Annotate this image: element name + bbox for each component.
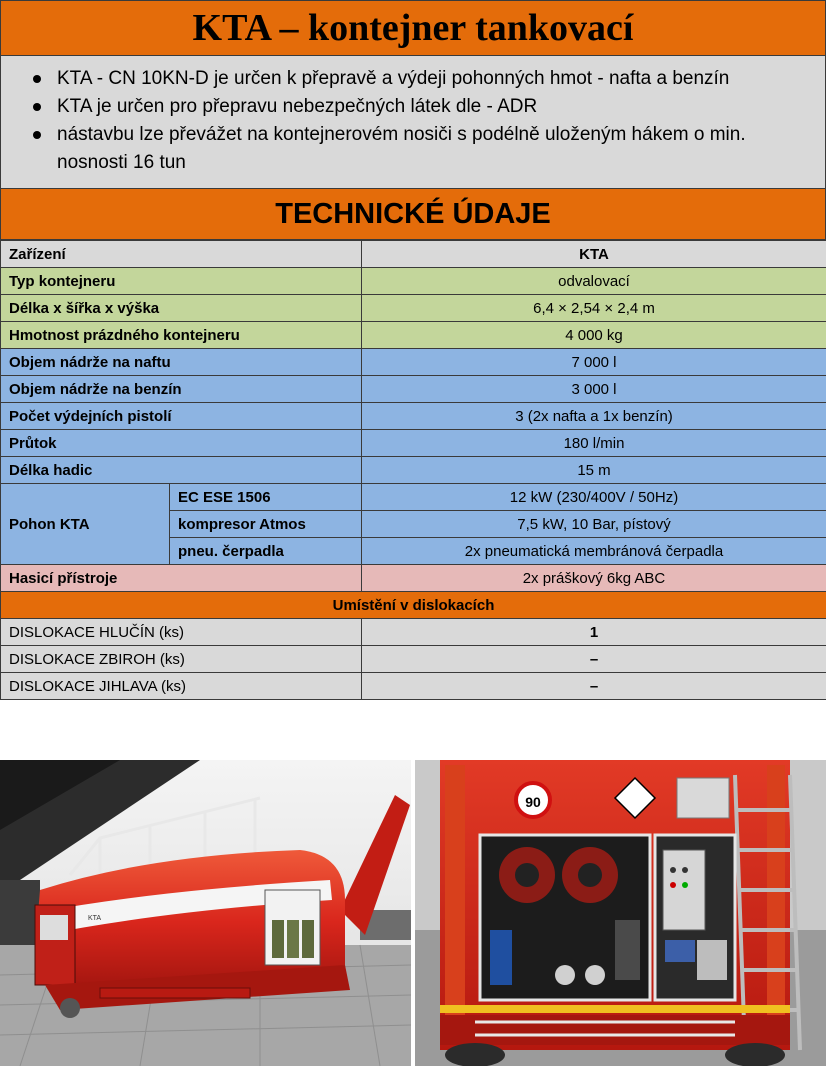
row-value: 7 000 l (362, 349, 826, 376)
table-row (1, 484, 826, 511)
row-label: Typ kontejneru (1, 268, 362, 295)
table-row (1, 349, 826, 376)
table-row (1, 430, 826, 457)
row-value: 4 000 kg (362, 322, 826, 349)
bullet-item: nástavbu lze převážet na kontejnerovém nosiči s podélně uloženým hákem o min. nosnosti 16 tun (31, 121, 805, 177)
pohon-sub-label: pneu. čerpadla (170, 538, 362, 565)
bullet-item: KTA - CN 10KN-D je určen k přepravě a výdeji pohonných hmot - nafta a benzín (31, 65, 805, 93)
dislokace-label: DISLOKACE JIHLAVA (ks) (1, 673, 362, 700)
pohon-sub-label: kompresor Atmos (170, 511, 362, 538)
pohon-value: 7,5 kW, 10 Bar, pístový (362, 511, 826, 538)
title-text: KTA – kontejner tankovací (192, 7, 634, 49)
table-row (1, 673, 826, 700)
row-value: 15 m (362, 457, 826, 484)
table-row (1, 376, 826, 403)
pohon-value: 12 kW (230/400V / 50Hz) (362, 484, 826, 511)
row-label: Hasicí přístroje (1, 565, 362, 592)
row-label: Hmotnost prázdného kontejneru (1, 322, 362, 349)
header-cell-device: Zařízení (1, 241, 362, 268)
bullet-list (31, 65, 805, 177)
header-cell-kta: KTA (362, 241, 826, 268)
row-value: odvalovací (362, 268, 826, 295)
row-value: 2x práškový 6kg ABC (362, 565, 826, 592)
container-side-illustration (0, 760, 411, 1066)
dislokace-value: – (362, 646, 826, 673)
dislokace-value: – (362, 673, 826, 700)
tank-label: KTA (88, 915, 102, 922)
photo-container-side-view (0, 760, 411, 1066)
dislokace-label: DISLOKACE ZBIROH (ks) (1, 646, 362, 673)
svg-text:90: 90 (525, 794, 541, 810)
row-label: Objem nádrže na benzín (1, 376, 362, 403)
table-row (1, 646, 826, 673)
row-value: 180 l/min (362, 430, 826, 457)
table-row (1, 619, 826, 646)
page-title (0, 0, 826, 56)
row-value: 3 (2x nafta a 1x benzín) (362, 403, 826, 430)
row-label: Délka x šířka x výška (1, 295, 362, 322)
row-label: Délka hadic (1, 457, 362, 484)
umisteni-title: Umístění v dislokacích (1, 592, 826, 619)
table-row (1, 565, 826, 592)
pohon-value: 2x pneumatická membránová čerpadla (362, 538, 826, 565)
pohon-sub-label: EC ESE 1506 (170, 484, 362, 511)
table-row (1, 457, 826, 484)
section-title (0, 188, 826, 240)
bullet-item: KTA je určen pro přepravu nebezpečných látek dle - ADR (31, 93, 805, 121)
dislokace-label: DISLOKACE HLUČÍN (ks) (1, 619, 362, 646)
dislokace-value: 1 (362, 619, 826, 646)
section-title-text: TECHNICKÉ ÚDAJE (275, 197, 551, 230)
table-row (1, 403, 826, 430)
table-row (1, 295, 826, 322)
photo-container-rear-view (415, 760, 826, 1066)
table-row (1, 268, 826, 295)
umisteni-header-row (1, 592, 826, 619)
row-value: 6,4 × 2,54 × 2,4 m (362, 295, 826, 322)
row-label: Průtok (1, 430, 362, 457)
table-header-row (1, 241, 826, 268)
container-rear-illustration (415, 760, 826, 1066)
row-value: 3 000 l (362, 376, 826, 403)
row-label: Objem nádrže na naftu (1, 349, 362, 376)
spec-table (0, 240, 826, 700)
description-bullets (0, 56, 826, 188)
row-label: Počet výdejních pistolí (1, 403, 362, 430)
table-row (1, 322, 826, 349)
pohon-label: Pohon KTA (1, 484, 170, 565)
